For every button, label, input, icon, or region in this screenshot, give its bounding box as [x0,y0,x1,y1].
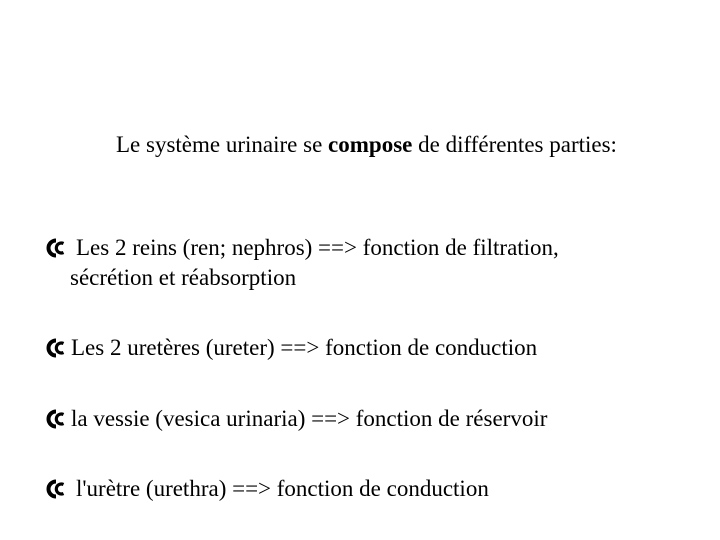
list-item-text [71,404,691,434]
list-item-line-1: l'urètre (urethra) ==> fonction de conduction [76,476,489,501]
list-item-line-1: la vessie (vesica urinaria) ==> fonction de réservoir [71,406,548,431]
double-c-bullet-icon [44,336,68,360]
list-item-text [70,233,696,293]
intro-bold-word: compose [328,132,413,157]
list-item-line-1: Les 2 reins (ren; nephros) ==> fonction de filtration, [76,235,559,260]
list-item-text [71,333,691,363]
list-item-line-2: sécrétion et réabsorption [70,265,297,290]
double-c-bullet-icon [44,236,68,260]
list-item-text [76,474,696,504]
double-c-bullet-icon [44,477,68,501]
intro-text-end: de différentes parties: [412,132,617,157]
list-item-line-1: Les 2 uretères (ureter) ==> fonction de conduction [71,335,538,360]
intro-paragraph [70,130,690,160]
double-c-bullet-icon [44,407,68,431]
intro-text-start: Le système urinaire se [116,132,329,157]
